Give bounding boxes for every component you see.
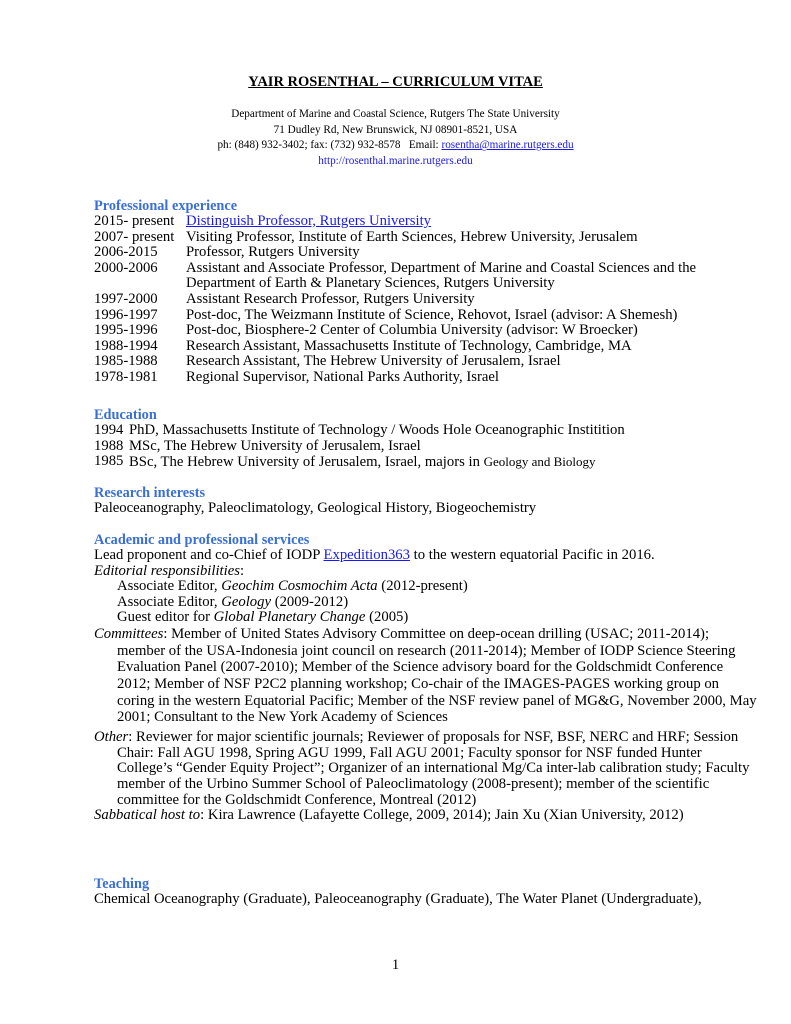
sabbatical-text: : Kira Lawrence (Lafayette College, 2009, 2014); Jain Xu (Xian University, 2012) <box>200 807 684 824</box>
experience-table <box>94 214 754 386</box>
other-text: : Reviewer for major scientific journals; Reviewer of proposals for NSF, BSF, NERC and HRF; Session Chair: Fall AGU 1998, Spring AGU 1999, Fall AGU 2001; Faculty sponsor for NSF funded Hunter College’s “Gender Equity Project”; Organizer of an international Mg/Ca inter-lab calibration study; Faculty member of the Urbino Summer School of Paleoclimatology (2008-present); member of the scientific committee for the Goldschmidt Conference, Montreal (2012) <box>117 729 750 808</box>
sabbatical-label: Sabbatical host to <box>94 807 201 824</box>
experience-text: Research Assistant, The Hebrew University of Jerusalem, Israel <box>186 353 561 370</box>
table-row <box>94 439 625 455</box>
table-row <box>94 454 625 471</box>
education-text: BSc, The Hebrew University of Jerusalem, Israel, majors in <box>129 454 484 471</box>
education-year: 1988 <box>94 437 124 454</box>
contact-header <box>0 107 791 170</box>
research-text: Paleoceanography, Paleoclimatology, Geological History, Biogeochemistry <box>94 500 537 516</box>
services-heading: Academic and professional services <box>94 532 310 548</box>
lead-suffix: to the western equatorial Pacific in 2016. <box>409 547 655 563</box>
other-label: Other <box>94 729 129 746</box>
education-section <box>94 407 754 471</box>
lead-proponent-line <box>94 548 758 564</box>
experience-text: Post-doc, The Weizmann Institute of Science, Rehovot, Israel (advisor: A Shemesh) <box>186 306 678 323</box>
education-heading: Education <box>94 407 157 423</box>
experience-years: 1997-2000 <box>94 290 158 307</box>
editorial-role: Associate Editor, <box>117 593 222 610</box>
experience-text: Post-doc, Biosphere-2 Center of Columbia University (advisor: W Broecker) <box>186 322 638 339</box>
table-row <box>94 323 754 339</box>
expedition-link[interactable]: Expedition363 <box>323 547 410 563</box>
experience-years: 2006-2015 <box>94 244 158 261</box>
journal-name: Geochim Cosmochim Acta <box>221 578 378 595</box>
experience-text: Research Assistant, Massachusetts Institute of Technology, Cambridge, MA <box>186 337 632 354</box>
experience-years: 2000-2006 <box>94 259 158 276</box>
table-row <box>94 370 754 386</box>
table-row <box>94 423 625 439</box>
table-row <box>94 230 754 246</box>
website-link[interactable]: http://rosenthal.marine.rutgers.edu <box>318 155 473 168</box>
journal-name: Geology <box>221 593 272 610</box>
editorial-role: Associate Editor, <box>117 578 222 595</box>
education-year: 1994 <box>94 422 124 438</box>
research-section <box>94 485 754 517</box>
experience-years: 1978-1981 <box>94 368 158 385</box>
table-row <box>94 354 754 370</box>
experience-text: Visiting Professor, Institute of Earth Sciences, Hebrew University, Jerusalem <box>186 228 638 245</box>
education-text: MSc, The Hebrew University of Jerusalem, Israel <box>129 437 421 454</box>
table-row <box>94 214 754 230</box>
phone-email-line <box>0 138 791 154</box>
teaching-section <box>94 876 754 908</box>
editorial-years: (2005) <box>365 609 409 626</box>
table-row <box>94 339 754 355</box>
education-year: 1985 <box>94 453 124 470</box>
email-link[interactable]: rosentha@marine.rutgers.edu <box>441 139 574 152</box>
committees-paragraph <box>94 626 758 726</box>
experience-heading: Professional experience <box>94 198 238 214</box>
editorial-item <box>94 610 758 626</box>
experience-text: Assistant and Associate Professor, Department of Marine and Coastal Sciences and the Department of Earth & Planetary Sciences, Rutgers University <box>186 259 697 292</box>
table-row <box>94 245 754 261</box>
research-heading: Research interests <box>94 485 206 501</box>
services-section <box>94 532 758 824</box>
teaching-text: Chemical Oceanography (Graduate), Paleoceanography (Graduate), The Water Planet (Undergraduate), <box>94 891 702 907</box>
experience-years: 2007- present <box>94 228 175 245</box>
editorial-colon: : <box>239 562 245 579</box>
experience-years: 2015- present <box>94 213 175 229</box>
committees-text: : Member of United States Advisory Committee on deep-ocean drilling (USAC; 2011-2014); member of the USA-Indonesia joint council on research (2011-2014); Member of IODP Science Steering Evaluation Panel (2007-2010); Member of the Science advisory board for the Goldschmidt Conference 2012; Member of NSF P2C2 planning workshop; Co-chair of the IMAGES-PAGES working group on coring in the western Equatorial Pacific; Member of the NSF review panel of MG&G, November 2000, May 2001; Consultant to the New York Academy of Sciences <box>117 625 757 726</box>
table-row <box>94 292 754 308</box>
education-majors: Geology and Biology <box>483 454 596 470</box>
department-line: Department of Marine and Coastal Science, Rutgers The State University <box>231 108 560 120</box>
education-text: PhD, Massachusetts Institute of Technology / Woods Hole Oceanographic Institition <box>129 422 625 438</box>
phone-fax-text: ph: (848) 932-3402; fax: (732) 932-8578 Email: <box>217 139 442 152</box>
education-table <box>94 423 625 471</box>
experience-years: 1985-1988 <box>94 353 158 370</box>
experience-years: 1988-1994 <box>94 337 158 354</box>
sabbatical-line <box>94 808 758 824</box>
experience-years: 1995-1996 <box>94 322 158 339</box>
editorial-years: (2012-present) <box>377 578 468 595</box>
experience-text: Professor, Rutgers University <box>186 244 360 261</box>
table-row <box>94 308 754 324</box>
experience-text: Regional Supervisor, National Parks Authority, Israel <box>186 368 499 385</box>
editorial-label-line <box>94 564 758 580</box>
committees-label: Committees <box>94 625 164 642</box>
lead-prefix: Lead proponent and co-Chief of IODP <box>94 547 324 563</box>
current-position-link[interactable]: Distinguish Professor, Rutgers University <box>186 213 432 229</box>
page-number: 1 <box>391 957 400 973</box>
page-title: YAIR ROSENTHAL – CURRICULUM VITAE <box>248 74 543 90</box>
editorial-item <box>94 595 758 611</box>
editorial-label: Editorial responsibilities <box>94 562 240 579</box>
experience-text: Assistant Research Professor, Rutgers University <box>186 290 475 307</box>
address-line: 71 Dudley Rd, New Brunswick, NJ 08901-8521, USA <box>273 123 518 136</box>
editorial-years: (2009-2012) <box>271 593 349 610</box>
journal-name: Global Planetary Change <box>213 609 366 626</box>
experience-years: 1996-1997 <box>94 306 158 323</box>
editorial-role: Guest editor for <box>117 609 214 626</box>
other-paragraph <box>94 730 758 808</box>
teaching-heading: Teaching <box>94 876 150 892</box>
table-row <box>94 261 754 292</box>
experience-section <box>94 198 754 386</box>
editorial-item <box>94 579 758 595</box>
